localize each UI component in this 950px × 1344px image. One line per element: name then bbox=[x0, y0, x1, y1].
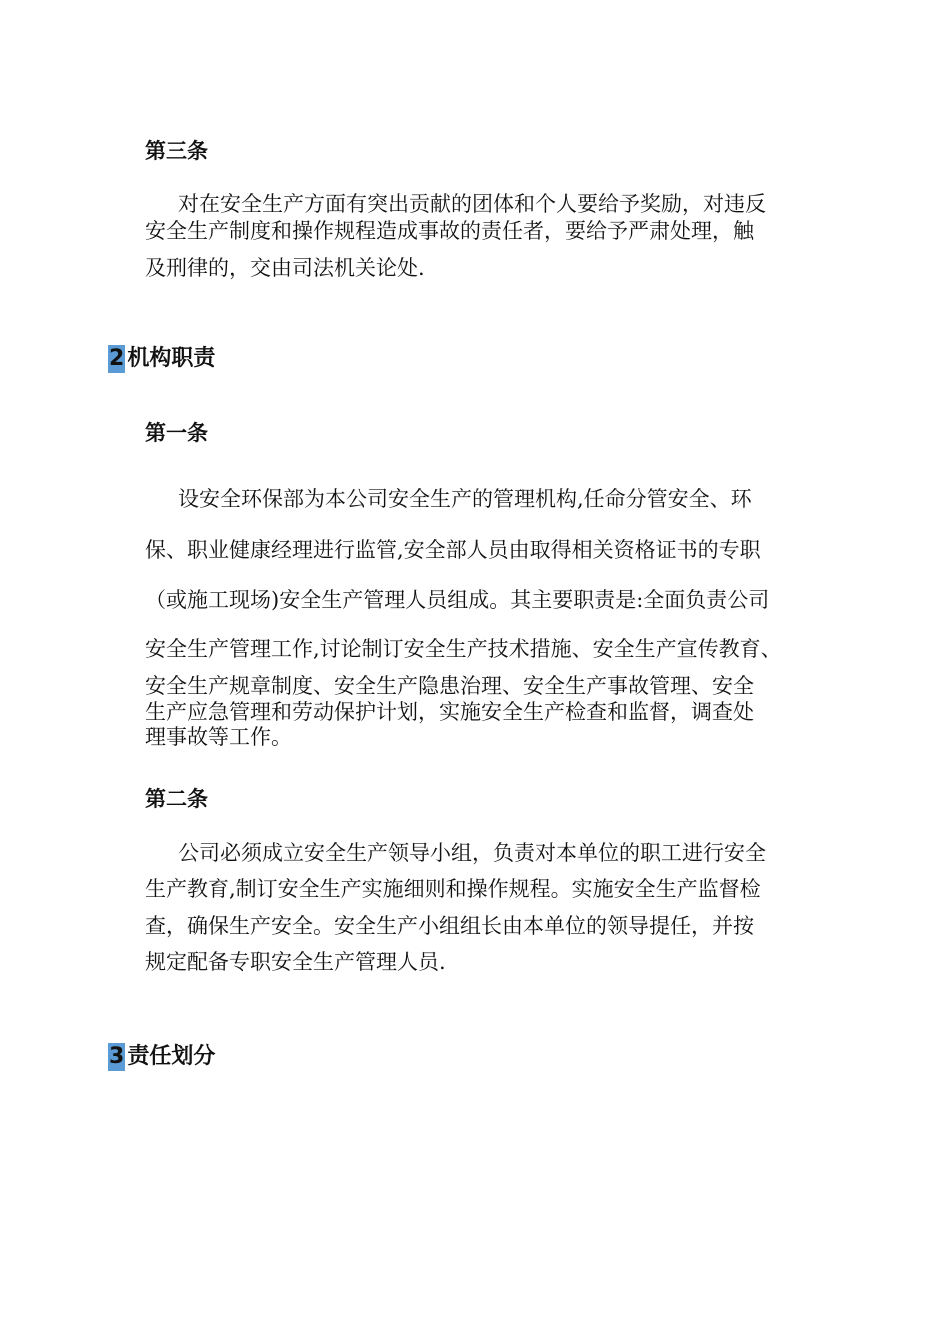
paragraph-line: 及刑律的，交由司法机关论处. bbox=[145, 256, 425, 280]
paragraph-line: 规定配备专职安全生产管理人员. bbox=[145, 950, 446, 974]
paragraph-line: 设安全环保部为本公司安全生产的管理机构,任命分管安全、环 bbox=[178, 487, 752, 511]
section-title: 机构职责 bbox=[127, 346, 216, 371]
paragraph-line: 对在安全生产方面有突出贡献的团体和个人要给予奖励，对违反 bbox=[178, 192, 766, 216]
section-heading bbox=[108, 1043, 215, 1071]
section-heading bbox=[108, 345, 215, 373]
paragraph-line: 公司必须成立安全生产领导小组，负责对本单位的职工进行安全 bbox=[178, 841, 766, 865]
paragraph-line: 生产应急管理和劳动保护计划，实施安全生产检查和监督，调查处 bbox=[145, 700, 754, 724]
paragraph-line: （或施工现场)安全生产管理人员组成。其主要职责是:全面负责公司 bbox=[145, 588, 770, 612]
paragraph-line: 查，确保生产安全。安全生产小组组长由本单位的领导提任，并按 bbox=[145, 914, 754, 938]
article-title: 第一条 bbox=[145, 421, 208, 445]
paragraph-line: 安全生产规章制度、安全生产隐患治理、安全生产事故管理、安全 bbox=[145, 674, 754, 698]
paragraph-line: 生产教育,制订安全生产实施细则和操作规程。实施安全生产监督检 bbox=[145, 877, 761, 901]
section-title: 责任划分 bbox=[127, 1044, 216, 1069]
article-title: 第三条 bbox=[145, 139, 208, 163]
paragraph-line: 安全生产制度和操作规程造成事故的责任者，要给予严肃处理，触 bbox=[145, 219, 754, 243]
paragraph-line: 保、职业健康经理进行监管,安全部人员由取得相关资格证书的专职 bbox=[145, 538, 761, 562]
section-number: 2 bbox=[109, 346, 125, 371]
paragraph-line: 理事故等工作。 bbox=[145, 725, 292, 749]
section-number: 3 bbox=[109, 1044, 125, 1069]
article-title: 第二条 bbox=[145, 787, 208, 811]
paragraph-line: 安全生产管理工作,讨论制订安全生产技术措施、安全生产宣传教育、 bbox=[145, 637, 782, 661]
